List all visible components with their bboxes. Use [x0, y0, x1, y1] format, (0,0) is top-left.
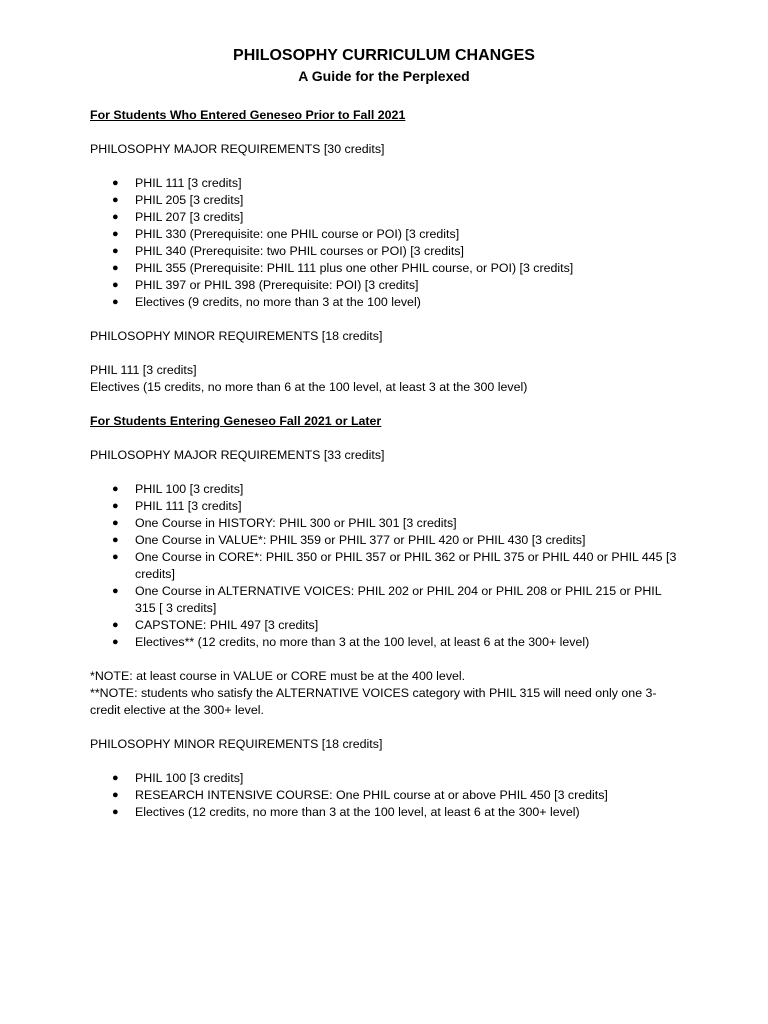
bullet-icon: ●	[112, 789, 119, 801]
minor-requirements-list-later	[90, 770, 678, 821]
bullet-icon: ●	[112, 483, 119, 495]
list-item-text: PHIL 207 [3 credits]	[135, 210, 244, 224]
list-item	[90, 583, 678, 617]
list-item-text: CAPSTONE: PHIL 497 [3 credits]	[135, 618, 319, 632]
list-item	[90, 175, 678, 192]
list-item-text: RESEARCH INTENSIVE COURSE: One PHIL course at or above PHIL 450 [3 credits]	[135, 788, 608, 802]
list-item	[90, 617, 678, 634]
list-item	[90, 277, 678, 294]
list-item	[90, 260, 678, 277]
minor-requirements-heading-prior: PHILOSOPHY MINOR REQUIREMENTS [18 credits]	[90, 329, 383, 343]
bullet-icon: ●	[112, 262, 119, 274]
list-item-text: One Course in HISTORY: PHIL 300 or PHIL 301 [3 credits]	[135, 516, 457, 530]
list-item	[90, 634, 678, 651]
list-item-text: Electives (12 credits, no more than 3 at the 100 level, at least 6 at the 300+ level)	[135, 805, 580, 819]
bullet-icon: ●	[112, 517, 119, 529]
list-item	[90, 787, 678, 804]
bullet-icon: ●	[112, 194, 119, 206]
list-item-text: PHIL 100 [3 credits]	[135, 482, 244, 496]
minor-requirement-line: PHIL 111 [3 credits]	[90, 363, 197, 377]
document-subtitle: A Guide for the Perplexed	[298, 68, 470, 84]
bullet-icon: ●	[112, 500, 119, 512]
major-requirements-heading-later: PHILOSOPHY MAJOR REQUIREMENTS [33 credits]	[90, 448, 385, 462]
bullet-icon: ●	[112, 279, 119, 291]
document-title: PHILOSOPHY CURRICULUM CHANGES	[233, 47, 535, 64]
list-item-text: One Course in ALTERNATIVE VOICES: PHIL 202 or PHIL 204 or PHIL 208 or PHIL 215 or PHIL 315 [ 3 credits]	[135, 584, 662, 615]
bullet-icon: ●	[112, 619, 119, 631]
major-requirements-list-prior	[90, 175, 678, 311]
list-item-text: One Course in VALUE*: PHIL 359 or PHIL 377 or PHIL 420 or PHIL 430 [3 credits]	[135, 533, 586, 547]
major-requirements-heading-prior: PHILOSOPHY MAJOR REQUIREMENTS [30 credits]	[90, 142, 385, 156]
major-requirements-list-later	[90, 481, 678, 651]
bullet-icon: ●	[112, 772, 119, 784]
minor-requirement-line: Electives (15 credits, no more than 6 at the 100 level, at least 3 at the 300 level)	[90, 380, 528, 394]
bullet-icon: ●	[112, 211, 119, 223]
section-heading-prior: For Students Who Entered Geneseo Prior to Fall 2021	[90, 108, 406, 122]
list-item	[90, 209, 678, 226]
list-item	[90, 770, 678, 787]
bullet-icon: ●	[112, 636, 119, 648]
list-item-text: PHIL 205 [3 credits]	[135, 193, 244, 207]
bullet-icon: ●	[112, 534, 119, 546]
list-item-text: PHIL 340 (Prerequisite: two PHIL courses or POI) [3 credits]	[135, 244, 464, 258]
list-item-text: PHIL 397 or PHIL 398 (Prerequisite: POI) [3 credits]	[135, 278, 419, 292]
note-alternative-voices: **NOTE: students who satisfy the ALTERNATIVE VOICES category with PHIL 315 will need only one 3-credit elective at the 300+ level.	[90, 686, 657, 717]
list-item-text: Electives** (12 credits, no more than 3 at the 100 level, at least 6 at the 300+ level)	[135, 635, 590, 649]
list-item-text: PHIL 111 [3 credits]	[135, 499, 242, 513]
list-item	[90, 515, 678, 532]
list-item	[90, 549, 678, 583]
bullet-icon: ●	[112, 551, 119, 563]
bullet-icon: ●	[112, 228, 119, 240]
bullet-icon: ●	[112, 177, 119, 189]
list-item	[90, 532, 678, 549]
list-item	[90, 294, 678, 311]
list-item	[90, 226, 678, 243]
list-item	[90, 804, 678, 821]
list-item	[90, 192, 678, 209]
bullet-icon: ●	[112, 245, 119, 257]
list-item-text: PHIL 111 [3 credits]	[135, 176, 242, 190]
note-value-core: *NOTE: at least course in VALUE or CORE must be at the 400 level.	[90, 669, 466, 683]
minor-requirements-heading-later: PHILOSOPHY MINOR REQUIREMENTS [18 credits]	[90, 737, 383, 751]
list-item-text: PHIL 355 (Prerequisite: PHIL 111 plus one other PHIL course, or POI) [3 credits]	[135, 261, 574, 275]
list-item	[90, 481, 678, 498]
list-item-text: Electives (9 credits, no more than 3 at the 100 level)	[135, 295, 421, 309]
list-item-text: PHIL 330 (Prerequisite: one PHIL course or POI) [3 credits]	[135, 227, 460, 241]
bullet-icon: ●	[112, 806, 119, 818]
bullet-icon: ●	[112, 585, 119, 597]
list-item-text: PHIL 100 [3 credits]	[135, 771, 244, 785]
list-item	[90, 243, 678, 260]
list-item	[90, 498, 678, 515]
section-heading-later: For Students Entering Geneseo Fall 2021 or Later	[90, 414, 382, 428]
list-item-text: One Course in CORE*: PHIL 350 or PHIL 357 or PHIL 362 or PHIL 375 or PHIL 440 or PHIL 445 [3 credits]	[135, 550, 677, 581]
bullet-icon: ●	[112, 296, 119, 308]
